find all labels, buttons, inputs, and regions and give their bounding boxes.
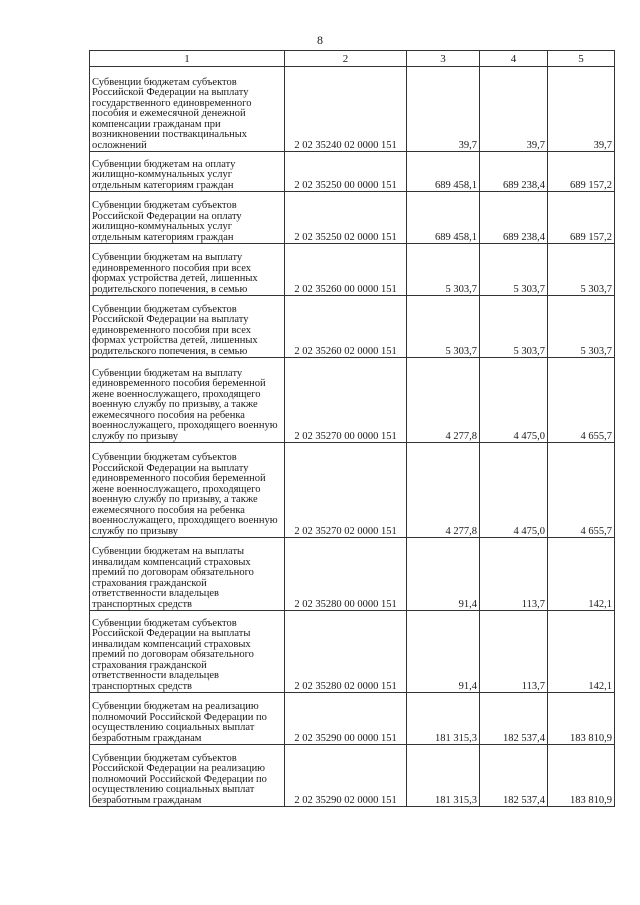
row-value-col5: 5 303,7 bbox=[548, 244, 615, 296]
row-budget-code: 2 02 35290 02 0000 151 bbox=[285, 745, 407, 807]
column-header-4: 4 bbox=[480, 51, 548, 67]
table-row bbox=[90, 192, 615, 244]
row-value-col5: 183 810,9 bbox=[548, 745, 615, 807]
row-value-col3: 689 458,1 bbox=[407, 152, 480, 192]
row-value-col3: 5 303,7 bbox=[407, 244, 480, 296]
row-value-col3: 4 277,8 bbox=[407, 358, 480, 443]
subventions-table bbox=[89, 50, 615, 807]
row-value-col3: 91,4 bbox=[407, 538, 480, 611]
row-value-col4: 113,7 bbox=[480, 611, 548, 693]
row-value-col4: 182 537,4 bbox=[480, 745, 548, 807]
row-description: Субвенции бюджетам на оплату жилищно-коммунальных услуг отдельным категориям граждан bbox=[90, 152, 285, 192]
row-value-col4: 5 303,7 bbox=[480, 244, 548, 296]
row-value-col5: 39,7 bbox=[548, 67, 615, 152]
row-description: Субвенции бюджетам субъектов Российской Федерации на реализацию полномочий Российской Федерации по осуществлению социальных выплат безработным гражданам bbox=[90, 745, 285, 807]
row-description: Субвенции бюджетам субъектов Российской Федерации на выплату единовременного пособия при всех формах устройства детей, лишенных родительского попечения, в семью bbox=[90, 296, 285, 358]
table-row bbox=[90, 745, 615, 807]
table-row bbox=[90, 693, 615, 745]
row-description: Субвенции бюджетам субъектов Российской Федерации на выплату государственного единовременного пособия и ежемесячной денежной компенсации гражданам при возникновении поствакцинальных осложнений bbox=[90, 67, 285, 152]
row-value-col4: 4 475,0 bbox=[480, 443, 548, 538]
row-budget-code: 2 02 35290 00 0000 151 bbox=[285, 693, 407, 745]
row-budget-code: 2 02 35270 00 0000 151 bbox=[285, 358, 407, 443]
row-budget-code: 2 02 35280 00 0000 151 bbox=[285, 538, 407, 611]
row-budget-code: 2 02 35280 02 0000 151 bbox=[285, 611, 407, 693]
row-value-col4: 689 238,4 bbox=[480, 152, 548, 192]
row-value-col4: 5 303,7 bbox=[480, 296, 548, 358]
row-description: Субвенции бюджетам субъектов Российской Федерации на выплату единовременного пособия беременной жене военнослужащего, проходящего военную службу по призыву, а также ежемесячного пособия на ребенка военнослужащего, проходящего военную службу по призыву bbox=[90, 443, 285, 538]
column-header-1: 1 bbox=[90, 51, 285, 67]
row-description: Субвенции бюджетам на выплату единовременного пособия при всех формах устройства детей, лишенных родительского попечения, в семью bbox=[90, 244, 285, 296]
table-row bbox=[90, 152, 615, 192]
row-budget-code: 2 02 35260 02 0000 151 bbox=[285, 296, 407, 358]
row-value-col4: 182 537,4 bbox=[480, 693, 548, 745]
table-row bbox=[90, 443, 615, 538]
row-description: Субвенции бюджетам на реализацию полномочий Российской Федерации по осуществлению социальных выплат безработным гражданам bbox=[90, 693, 285, 745]
table-row bbox=[90, 296, 615, 358]
row-value-col3: 39,7 bbox=[407, 67, 480, 152]
column-header-5: 5 bbox=[548, 51, 615, 67]
row-budget-code: 2 02 35240 02 0000 151 bbox=[285, 67, 407, 152]
row-value-col5: 142,1 bbox=[548, 611, 615, 693]
page-number: 8 bbox=[317, 33, 323, 47]
row-budget-code: 2 02 35260 00 0000 151 bbox=[285, 244, 407, 296]
column-header-2: 2 bbox=[285, 51, 407, 67]
row-value-col5: 4 655,7 bbox=[548, 443, 615, 538]
row-description: Субвенции бюджетам субъектов Российской Федерации на выплаты инвалидам компенсаций страховых премий по договорам обязательного страхования гражданской ответственности владельцев транспортных средств bbox=[90, 611, 285, 693]
row-value-col3: 4 277,8 bbox=[407, 443, 480, 538]
row-value-col5: 183 810,9 bbox=[548, 693, 615, 745]
table-row bbox=[90, 538, 615, 611]
row-description: Субвенции бюджетам на выплату единовременного пособия беременной жене военнослужащего, проходящего военную службу по призыву, а также ежемесячного пособия на ребенка военнослужащего, проходящего военную службу по призыву bbox=[90, 358, 285, 443]
table-row bbox=[90, 611, 615, 693]
row-description: Субвенции бюджетам на выплаты инвалидам компенсаций страховых премий по договорам обязательного страхования гражданской ответственности владельцев транспортных средств bbox=[90, 538, 285, 611]
table-header-row bbox=[90, 51, 615, 67]
row-budget-code: 2 02 35270 02 0000 151 bbox=[285, 443, 407, 538]
row-description: Субвенции бюджетам субъектов Российской Федерации на оплату жилищно-коммунальных услуг отдельным категориям граждан bbox=[90, 192, 285, 244]
table-row bbox=[90, 358, 615, 443]
row-value-col4: 113,7 bbox=[480, 538, 548, 611]
row-value-col3: 181 315,3 bbox=[407, 693, 480, 745]
table-row bbox=[90, 244, 615, 296]
row-value-col5: 689 157,2 bbox=[548, 152, 615, 192]
row-value-col3: 5 303,7 bbox=[407, 296, 480, 358]
row-value-col3: 91,4 bbox=[407, 611, 480, 693]
row-budget-code: 2 02 35250 00 0000 151 bbox=[285, 152, 407, 192]
row-value-col3: 689 458,1 bbox=[407, 192, 480, 244]
column-header-3: 3 bbox=[407, 51, 480, 67]
row-value-col5: 689 157,2 bbox=[548, 192, 615, 244]
row-value-col4: 39,7 bbox=[480, 67, 548, 152]
row-value-col5: 142,1 bbox=[548, 538, 615, 611]
row-value-col3: 181 315,3 bbox=[407, 745, 480, 807]
row-budget-code: 2 02 35250 02 0000 151 bbox=[285, 192, 407, 244]
row-value-col5: 4 655,7 bbox=[548, 358, 615, 443]
row-value-col4: 689 238,4 bbox=[480, 192, 548, 244]
row-value-col5: 5 303,7 bbox=[548, 296, 615, 358]
row-value-col4: 4 475,0 bbox=[480, 358, 548, 443]
table-row bbox=[90, 67, 615, 152]
